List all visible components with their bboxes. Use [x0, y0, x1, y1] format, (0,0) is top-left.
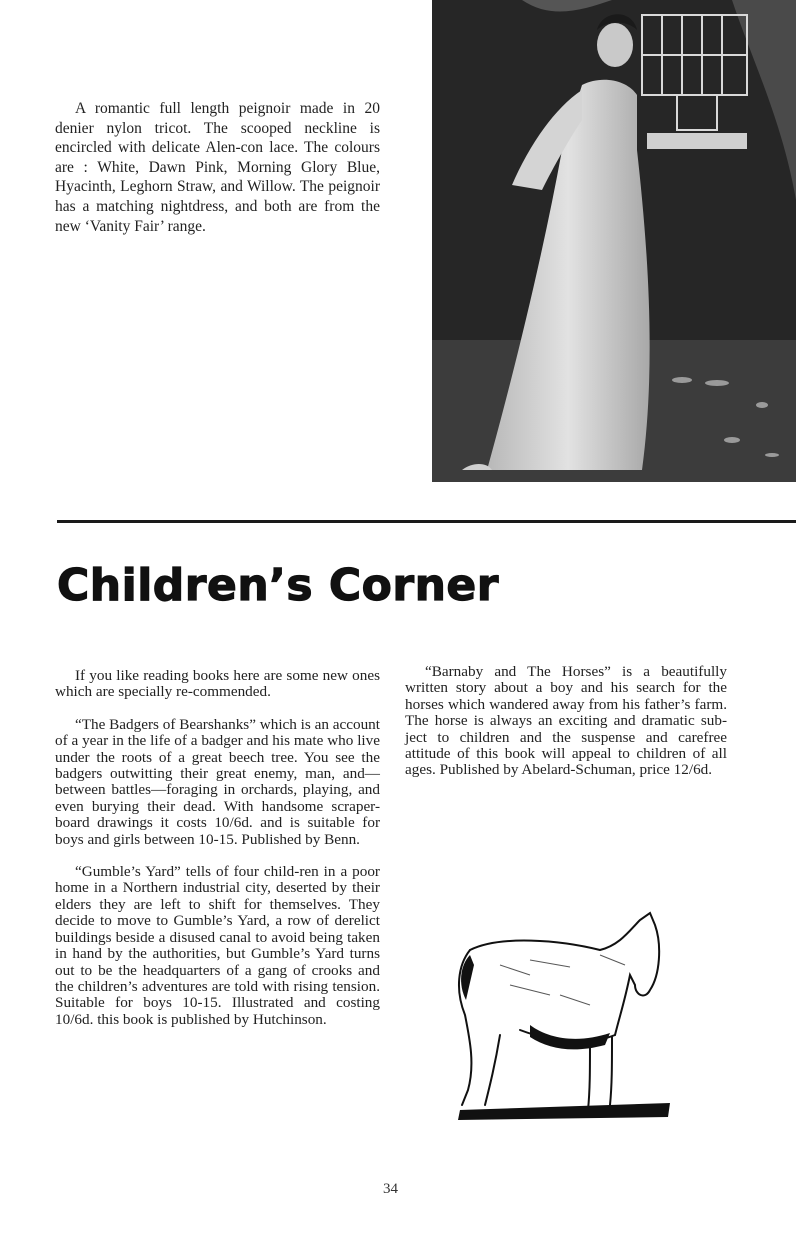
horse-drawing-icon [440, 905, 685, 1125]
book-review-gumbles-yard: “Gumble’s Yard” tells of four child-ren in a poor home in a Northern industrial city, deserted by their elders they are left to shift for themselves. They decide to move to Gumble’s Yard, a row of derelict buildings beside a disused canal to avoid being taken in hand by the authorities, but Gumble’s Yard turns out to be the headquarters of a gang of crooks and the children’s adventures are told with rising tension. Suitable for boys 10-15. Illustrated and costing 10/6d. this book is published by Hutchinson. [55, 863, 380, 1028]
peignoir-model-photo-icon [432, 0, 796, 482]
peignoir-description-paragraph: A romantic full length peignoir made in 20 denier nylon tricot. The scooped neckline is encircled with delicate Alen-con lace. The colours are : White, Dawn Pink, Morning Glory Blue, Hyacinth, Leghorn Straw, and Willow. The peignoir has a matching nightdress, and both are from the new ‘Vanity Fair’ range. [55, 100, 380, 235]
book-review-barnaby: “Barnaby and The Horses” is a beautifully written story about a boy and his search for the horses which wandered away from his father’s farm. The horse is always an exciting and dramatic sub-ject to children and the suspense and carefree attitude of this book will appeal to children of all ages. Published by Abelard-Schuman, price 12/6d. [405, 663, 727, 779]
intro-paragraph: If you like reading books here are some new ones which are specially re-commended. [55, 667, 380, 701]
right-column [405, 664, 727, 779]
horse-illustration [440, 905, 685, 1125]
peignoir-description [55, 99, 380, 236]
book-review-badgers: “The Badgers of Bearshanks” which is an account of a year in the life of a badger and his mate who live under the roots of a great beech tree. You see the badgers outwitting their great enemy, man, and—between battles—foraging in orchards, playing, and even burying their dead. With handsome scraper-board drawings it costs 10/6d. and is suitable for boys and girls between 10-15. Published by Benn. [55, 715, 380, 848]
page-number: 34 [383, 1181, 398, 1197]
left-column [55, 668, 380, 1028]
fashion-photo [432, 0, 796, 482]
section-divider [57, 520, 796, 523]
section-title: Children’s Corner [57, 560, 499, 611]
